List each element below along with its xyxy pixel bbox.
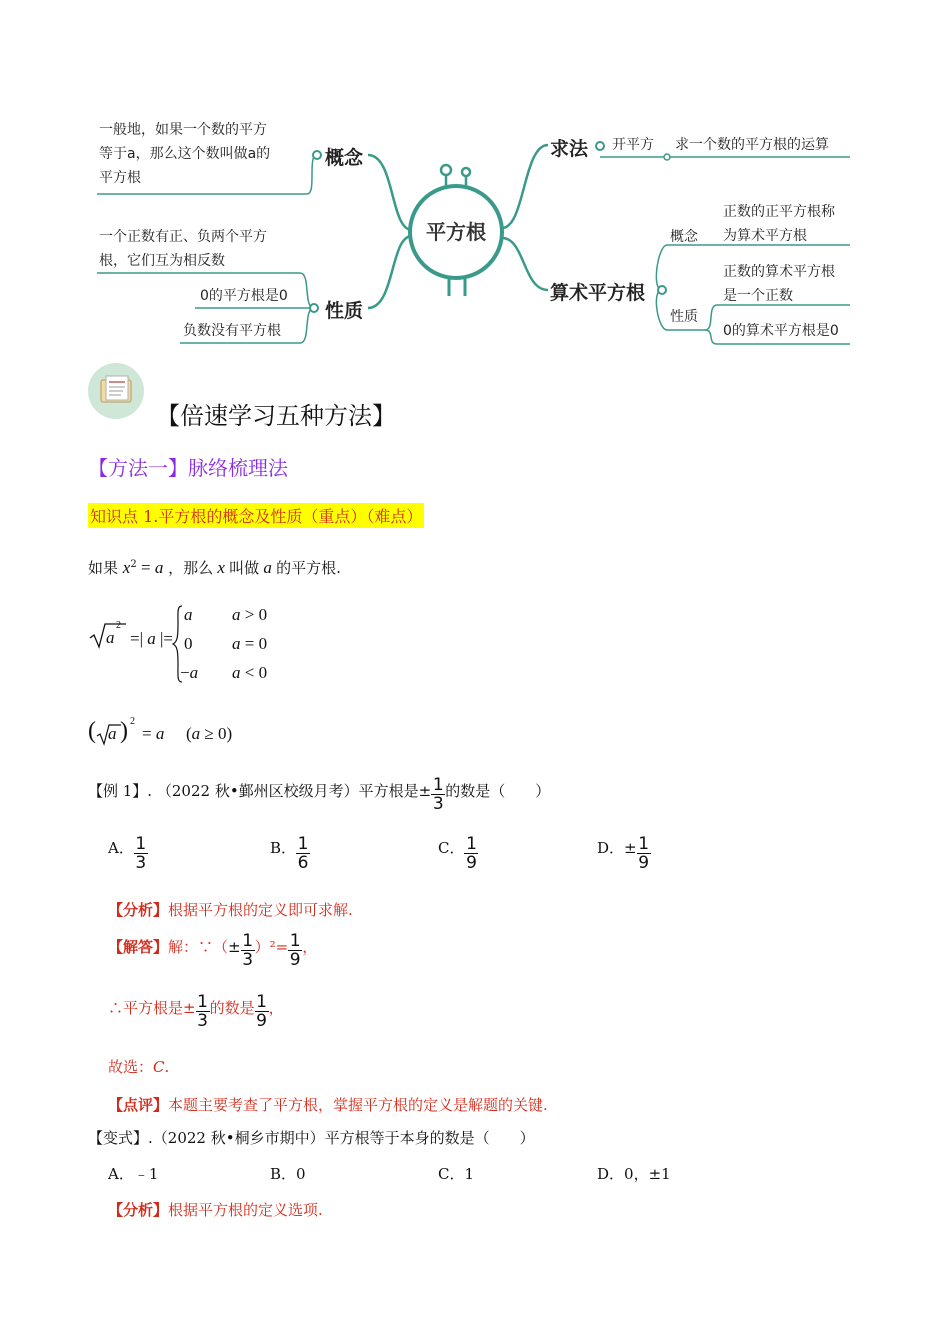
mind-map-arith-property-text: 正数的算术平方根 是一个正数: [723, 264, 835, 304]
example1-therefore: ∴平方根是± $\frac{1}{3}$ 的数是 $\frac{1}{9}$ ，: [108, 992, 284, 1031]
mind-map-property-text: 一个正数有正、负两个平方 根，它们互为相反数: [99, 229, 267, 269]
example1-option-a: A． $\frac{1}{3}$: [108, 834, 147, 873]
mind-map-method-label: 求法: [550, 138, 589, 160]
method-title: 【方法一】脉络梳理法: [88, 456, 288, 480]
mind-map-method-desc: 求一个数的平方根的运算: [675, 137, 829, 153]
abs-value-formula: a 2 =| a |= a a > 0 0 a = 0 −a a < 0: [88, 600, 288, 690]
example1-answer: 【解答】解：∵（± $\frac{1}{3}$ ）²= $\frac{1}{9}$ ，: [108, 931, 318, 970]
example1-comment: 【点评】本题主要考查了平方根，掌握平方根的定义是解题的关键.: [108, 1096, 548, 1114]
variant-option-b: B．0: [270, 1165, 306, 1183]
example1-choice: 故选：C.: [108, 1058, 170, 1076]
mind-map-arith-label: 算术平方根: [550, 282, 646, 304]
mind-map-concept-label: 概念: [325, 147, 364, 169]
definition-line: 如果 $x^2 = a$ ，那么 x 叫做 a 的平方根.: [88, 558, 341, 577]
mind-map-concept-text: 一般地，如果一个数的平方 等于a，那么这个数叫做a的 平方根: [99, 122, 271, 186]
fraction-one-third: $\frac{1}{3}$: [432, 775, 444, 814]
variant-option-c: C．1: [438, 1165, 475, 1183]
section-title: 【倍速学习五种方法】: [156, 402, 396, 430]
sqrt-square-formula: ( a ) 2 = a (a ≥ 0): [88, 716, 233, 744]
mind-map-arith-concept-text: 正数的正平方根称 为算术平方根: [723, 204, 835, 244]
variant-analysis: 【分析】根据平方根的定义选项.: [108, 1201, 323, 1219]
mind-map-property-item-zero: 0的平方根是0: [200, 288, 288, 304]
knowledge-point-heading: 知识点 1.平方根的概念及性质（重点）（难点）: [88, 503, 424, 528]
mind-map: [85, 110, 865, 360]
variant-option-a: A．﹣1: [108, 1165, 159, 1183]
mind-map-arith-property-item-zero: 0的算术平方根是0: [723, 323, 839, 339]
mind-map-property-label: 性质: [325, 300, 364, 322]
example1-option-d: D．± $\frac{1}{9}$: [597, 834, 650, 873]
variant-option-d: D．0，±1: [597, 1165, 671, 1183]
mind-map-center: 平方根: [426, 220, 486, 244]
mind-map-property-item-negative: 负数没有平方根: [183, 323, 281, 339]
mind-map-arith-concept-label: 概念: [670, 229, 698, 245]
mind-map-arith-property-label: 性质: [670, 309, 698, 325]
example1-analysis: 【分析】根据平方根的定义即可求解.: [108, 901, 353, 919]
mind-map-method-sub: 开平方: [612, 137, 654, 153]
example1-option-c: C． $\frac{1}{9}$: [438, 834, 477, 873]
section-icon: [88, 363, 144, 419]
example1-question: 【例 1】. （2022 秋•鄞州区校级月考）平方根是± $\frac{1}{3}$ 的数是（ ）: [88, 775, 551, 814]
document-icon: [88, 363, 144, 419]
variant-question: 【变式】.（2022 秋•桐乡市期中）平方根等于本身的数是（ ）: [88, 1129, 535, 1147]
example1-option-b: B． $\frac{1}{6}$: [270, 834, 309, 873]
